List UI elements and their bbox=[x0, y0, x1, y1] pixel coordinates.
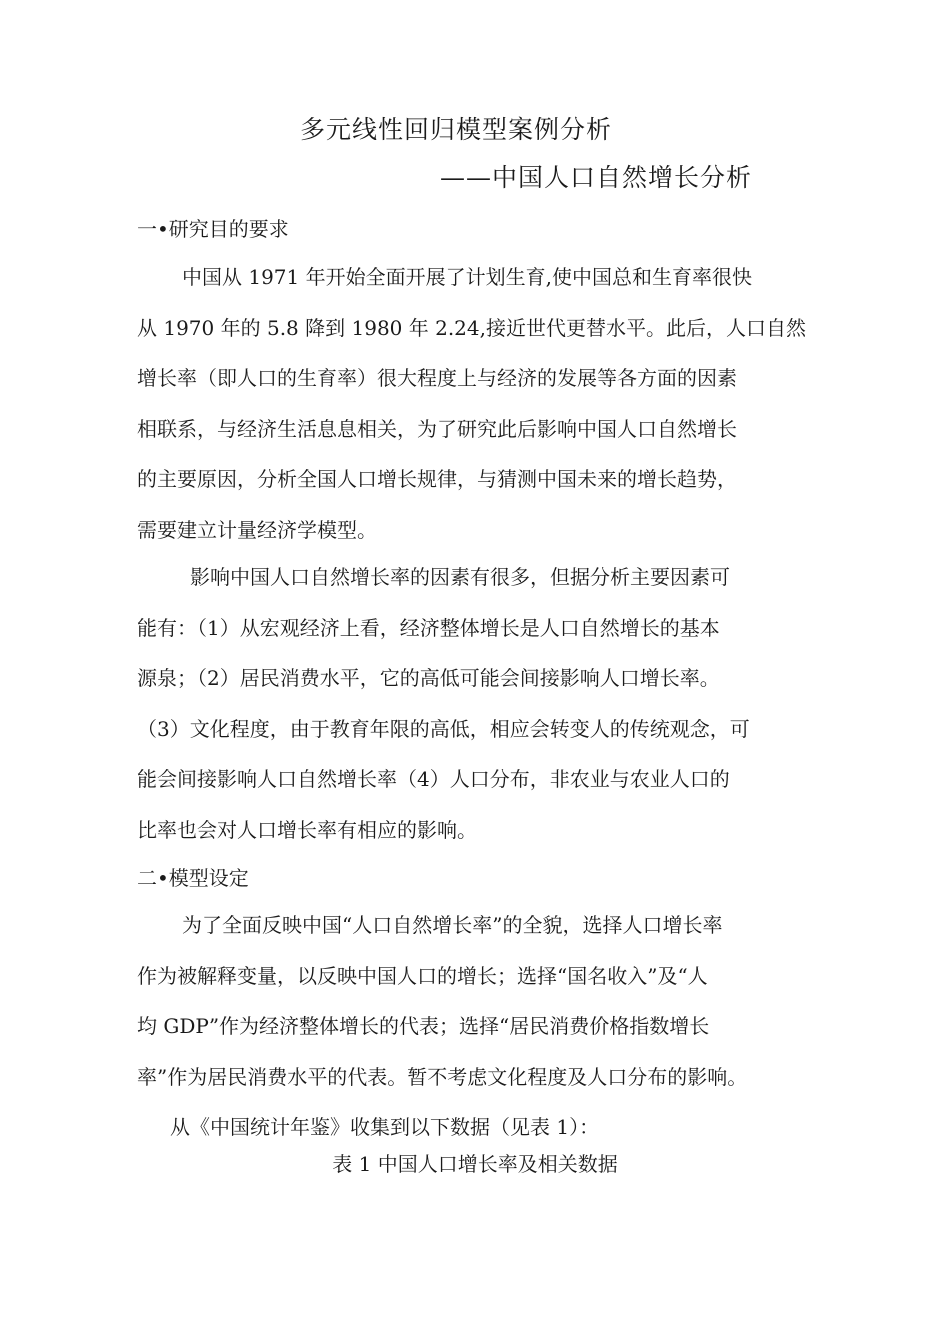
section-heading-research-goal: 一•研究目的要求 bbox=[137, 217, 289, 241]
paragraph-line: 能有：（1）从宏观经济上看，经济整体增长是人口自然增长的基本 bbox=[137, 615, 720, 640]
paragraph-background bbox=[137, 252, 827, 555]
paragraph-line: 比率也会对人口增长率有相应的影响。 bbox=[137, 817, 477, 842]
paragraph-line: 能会间接影响人口自然增长率（4）人口分布，非农业与农业人口的 bbox=[137, 767, 730, 791]
document-subtitle: ——中国人口自然增长分析 bbox=[440, 163, 753, 192]
paragraph-factors bbox=[137, 552, 827, 855]
paragraph-line: 中国从 1971 年开始全面开展了计划生育,使中国总和生育率很快 bbox=[182, 265, 752, 289]
paragraph-line: （3）文化程度，由于教育年限的高低，相应会转变人的传统观念，可 bbox=[137, 716, 750, 741]
paragraph-line: 作为被解释变量，以反映中国人口的增长；选择“国名收入”及“人 bbox=[137, 963, 708, 988]
paragraph-line: 从 1970 年的 5.8 降到 1980 年 2.24,接近世代更替水平。此后，人口自然 bbox=[137, 315, 806, 340]
paragraph-line: 从《中国统计年鉴》收集到以下数据（见表 1）： bbox=[170, 1115, 600, 1139]
paragraph-line: 相联系，与经济生活息息相关，为了研究此后影响中国人口自然增长 bbox=[137, 416, 737, 441]
paragraph-line: 为了全面反映中国“人口自然增长率”的全貌，选择人口增长率 bbox=[182, 913, 723, 937]
paragraph-model-variables bbox=[137, 900, 827, 1153]
paragraph-line: 均 GDP”作为经济整体增长的代表；选择“居民消费价格指数增长 bbox=[137, 1014, 710, 1038]
paragraph-line: 需要建立计量经济学模型。 bbox=[137, 517, 377, 542]
document-title: 多元线性回归模型案例分析 bbox=[300, 115, 613, 144]
section-heading-model-setup: 二•模型设定 bbox=[137, 866, 249, 890]
paragraph-line: 源泉；（2）居民消费水平，它的高低可能会间接影响人口增长率。 bbox=[137, 666, 720, 690]
paragraph-line: 的主要原因，分析全国人口增长规律，与猜测中国未来的增长趋势， bbox=[137, 467, 737, 491]
paragraph-line: 率”作为居民消费水平的代表。暂不考虑文化程度及人口分布的影响。 bbox=[137, 1064, 748, 1089]
table-caption: 表 1 中国人口增长率及相关数据 bbox=[332, 1152, 618, 1176]
paragraph-line: 增长率（即人口的生育率）很大程度上与经济的发展等各方面的因素 bbox=[137, 366, 737, 390]
paragraph-line: 影响中国人口自然增长率的因素有很多，但据分析主要因素可 bbox=[190, 565, 730, 589]
